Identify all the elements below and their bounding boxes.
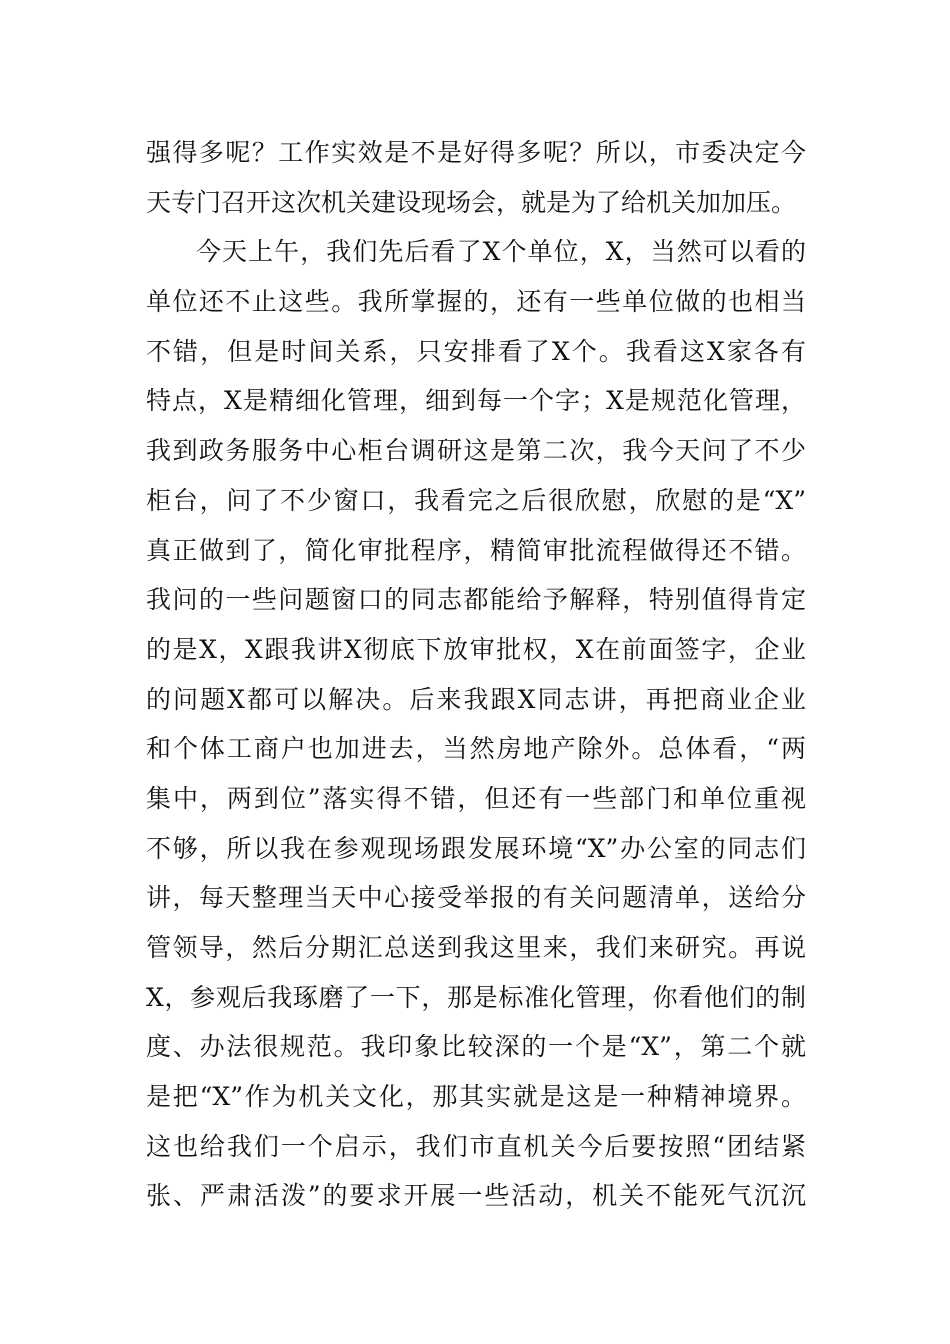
text-line: 的是X，X跟我讲X彻底下放审批权，X在前面签字，企业: [146, 634, 806, 664]
text-line: 我到政务服务中心柜台调研这是第二次，我今天问了不少: [146, 436, 806, 466]
text-line: 集中，两到位”落实得不错，但还有一些部门和单位重视: [146, 783, 806, 813]
text-line: 的问题X都可以解决。后来我跟X同志讲，再把商业企业: [146, 684, 806, 714]
text-line: 不错，但是时间关系，只安排看了X个。我看这X家各有: [146, 336, 806, 366]
text-line: 强得多呢？工作实效是不是好得多呢？所以，市委决定今: [146, 138, 806, 167]
text-line: 单位还不止这些。我所掌握的，还有一些单位做的也相当: [146, 287, 806, 317]
text-line: 是把“X”作为机关文化，那其实就是这是一种精神境界。: [146, 1082, 806, 1112]
text-line: 今天上午，我们先后看了X个单位，X，当然可以看的: [196, 237, 806, 267]
text-line: 度、办法很规范。我印象比较深的一个是“X”，第二个就: [146, 1032, 806, 1062]
text-line: 天专门召开这次机关建设现场会，就是为了给机关加加压。: [146, 187, 797, 217]
text-line: 特点，X是精细化管理，细到每一个字；X是规范化管理，: [146, 386, 806, 416]
text-line: X，参观后我琢磨了一下，那是标准化管理，你看他们的制: [146, 982, 806, 1012]
text-line: 不够，所以我在参观现场跟发展环境“X”办公室的同志们: [146, 833, 806, 863]
text-line: 我问的一些问题窗口的同志都能给予解释，特别值得肯定: [146, 585, 806, 615]
body-text: [146, 128, 806, 1221]
text-line: 管领导，然后分期汇总送到我这里来，我们来研究。再说: [146, 933, 806, 962]
text-line: 真正做到了，简化审批程序，精简审批流程做得还不错。: [146, 535, 806, 565]
text-line: 这也给我们一个启示，我们市直机关今后要按照“团结紧: [146, 1131, 806, 1161]
text-line: 和个体工商户也加进去，当然房地产除外。总体看，“两: [146, 734, 806, 764]
text-line: 张、严肃活泼”的要求开展一些活动，机关不能死气沉沉: [146, 1181, 806, 1211]
text-line: 讲，每天整理当天中心接受举报的有关问题清单，送给分: [146, 883, 806, 913]
text-line: 柜台，问了不少窗口，我看完之后很欣慰，欣慰的是“X”: [146, 485, 806, 515]
